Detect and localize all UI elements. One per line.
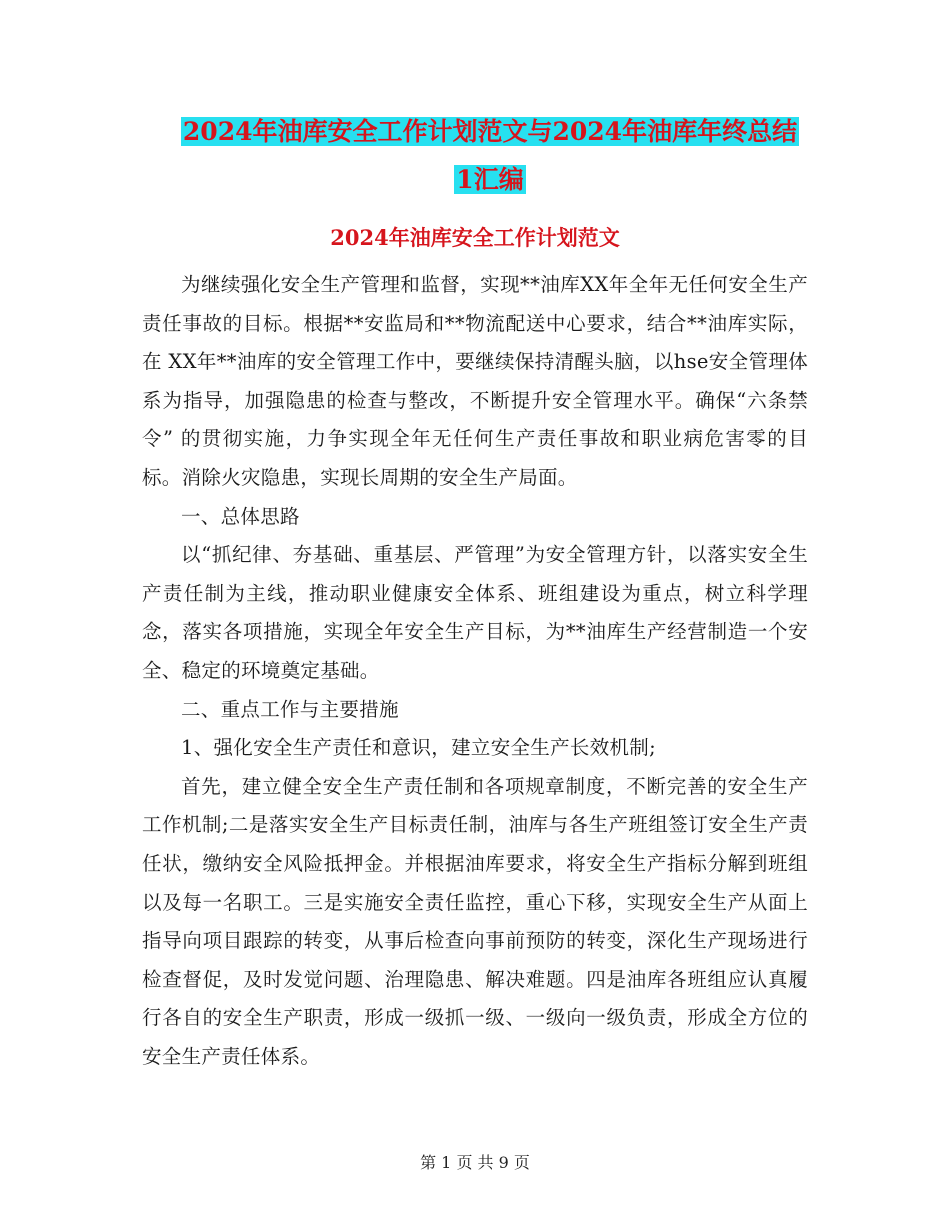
- subheading-responsibility: 1、强化安全生产责任和意识，建立安全生产长效机制;: [181, 736, 656, 760]
- paragraph-approach: 以“抓纪律、夯基础、重基层、严管理”为安全管理方针，以落实安全生产责任制为主线，推动职业健康安全体系、班组建设为重点，树立科学理念，落实各项措施，实现全年安全生产目标，为**油库生产经营制造一个安全、稳定的环境奠定基础。: [142, 543, 808, 682]
- heading-overall-approach: 一、总体思路: [181, 504, 300, 528]
- page-number-footer: 第 1 页 共 9 页: [420, 1153, 530, 1172]
- heading-key-work: 二、重点工作与主要措施: [181, 697, 399, 721]
- document-body: [142, 266, 808, 1076]
- document-title: [150, 108, 830, 204]
- section-title: 2024年油库安全工作计划范文: [330, 225, 620, 250]
- document-title-line2: 1汇编: [456, 165, 524, 194]
- document-title-line1: 2024年油库安全工作计划范文与2024年油库年终总结: [182, 117, 798, 146]
- paragraph-intro: 为继续强化安全生产管理和监督，实现**油库XX年全年无任何安全生产责任事故的目标。根据**安监局和**物流配送中心要求，结合**油库实际，在 XX年**油库的安全管理工作中，要继续保持清醒头脑，以hse安全管理体系为指导，加强隐患的检查与整改，不断提升安全管理水平。确保“六条禁令” 的贯彻实施，力争实现全年无任何生产责任事故和职业病危害零的目标。消除火灾隐患，实现长周期的安全生产局面。: [142, 273, 808, 489]
- paragraph-responsibility: 首先，建立健全安全生产责任制和各项规章制度，不断完善的安全生产工作机制;二是落实安全生产目标责任制，油库与各生产班组签订安全生产责任状，缴纳安全风险抵押金。并根据油库要求，将安全生产指标分解到班组以及每一名职工。三是实施安全责任监控，重心下移，实现安全生产从面上指导向项目跟踪的转变，从事后检查向事前预防的转变，深化生产现场进行检查督促，及时发觉问题、治理隐患、解决难题。四是油库各班组应认真履行各自的安全生产职责，形成一级抓一级、一级向一级负责，形成全方位的安全生产责任体系。: [142, 774, 808, 1068]
